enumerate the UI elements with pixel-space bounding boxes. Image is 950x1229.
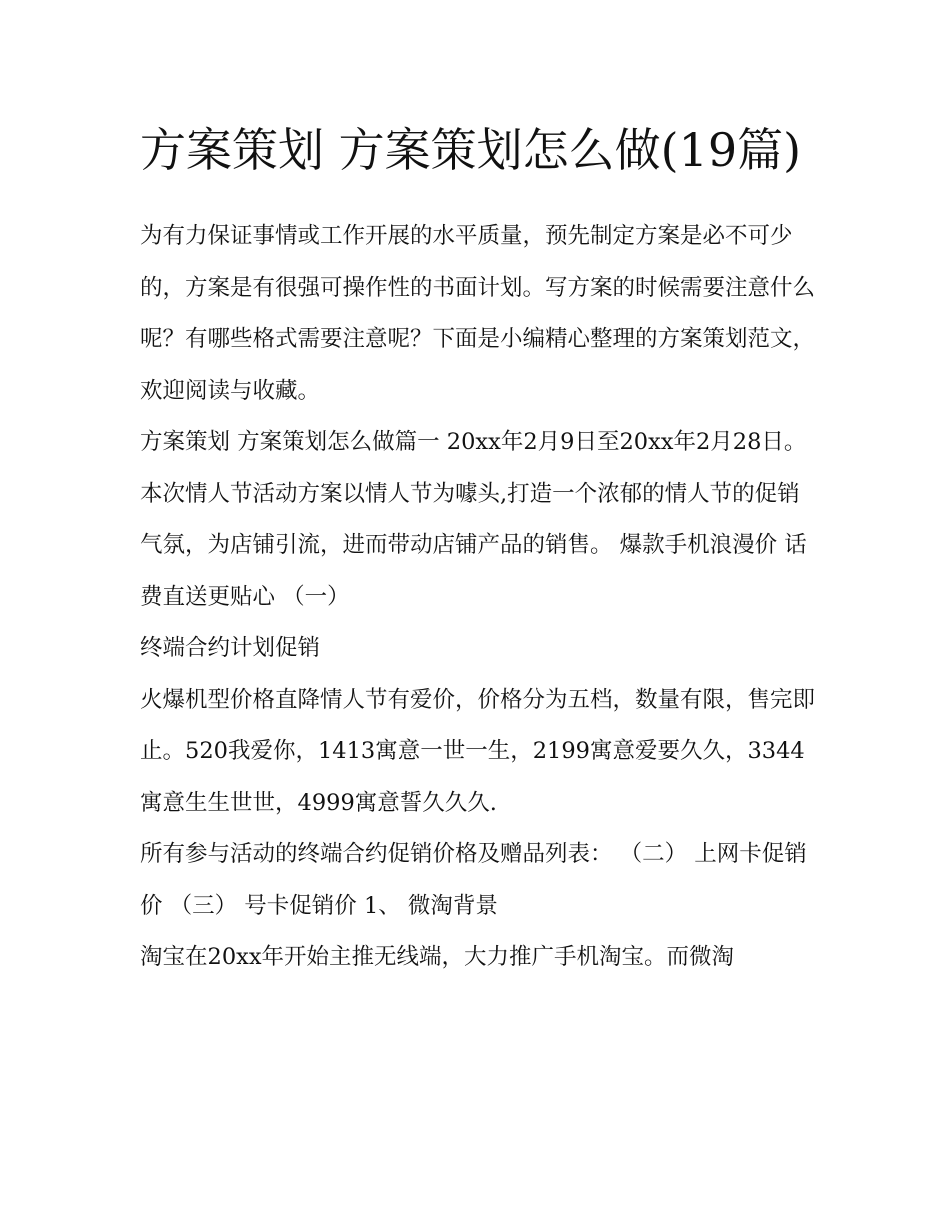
paragraph-intro: 为有力保证事情或工作开展的水平质量，预先制定方案是必不可少的，方案是有很强可操作性的书面计划。写方案的时候需要注意什么呢？有哪些格式需要注意呢？下面是小编精心整理的方案策划范文，欢迎阅读与收藏。 [140, 223, 816, 404]
paragraph-contract-promo: 终端合约计划促销 [140, 635, 321, 661]
paragraph-price-tiers: 火爆机型价格直降情人节有爱价，价格分为五档，数量有限，售完即止。520我爱你，1413寓意一世一生，2199寓意爱要久久，3344寓意生生世世，4999寓意誓久久久. [140, 686, 816, 816]
document-title: 方案策划 方案策划怎么做(19篇) [140, 123, 802, 177]
paragraph-schedule: 方案策划 方案策划怎么做篇一 20xx年2月9日至20xx年2月28日。 [140, 429, 807, 455]
paragraph-price-list: 所有参与活动的终端合约促销价格及赠品列表： （二） 上网卡促销价 （三） 号卡促销价 1、 微淘背景 [140, 841, 807, 919]
paragraph-valentine-plan: 本次情人节活动方案以情人节为噱头,打造一个浓郁的情人节的促销气氛，为店铺引流，进而带动店铺产品的销售。 爆款手机浪漫价 话费直送更贴心 （一） [140, 480, 807, 610]
document-body [140, 112, 815, 984]
paragraph-weitao: 淘宝在20xx年开始主推无线端，大力推广手机淘宝。而微淘 [140, 944, 735, 970]
